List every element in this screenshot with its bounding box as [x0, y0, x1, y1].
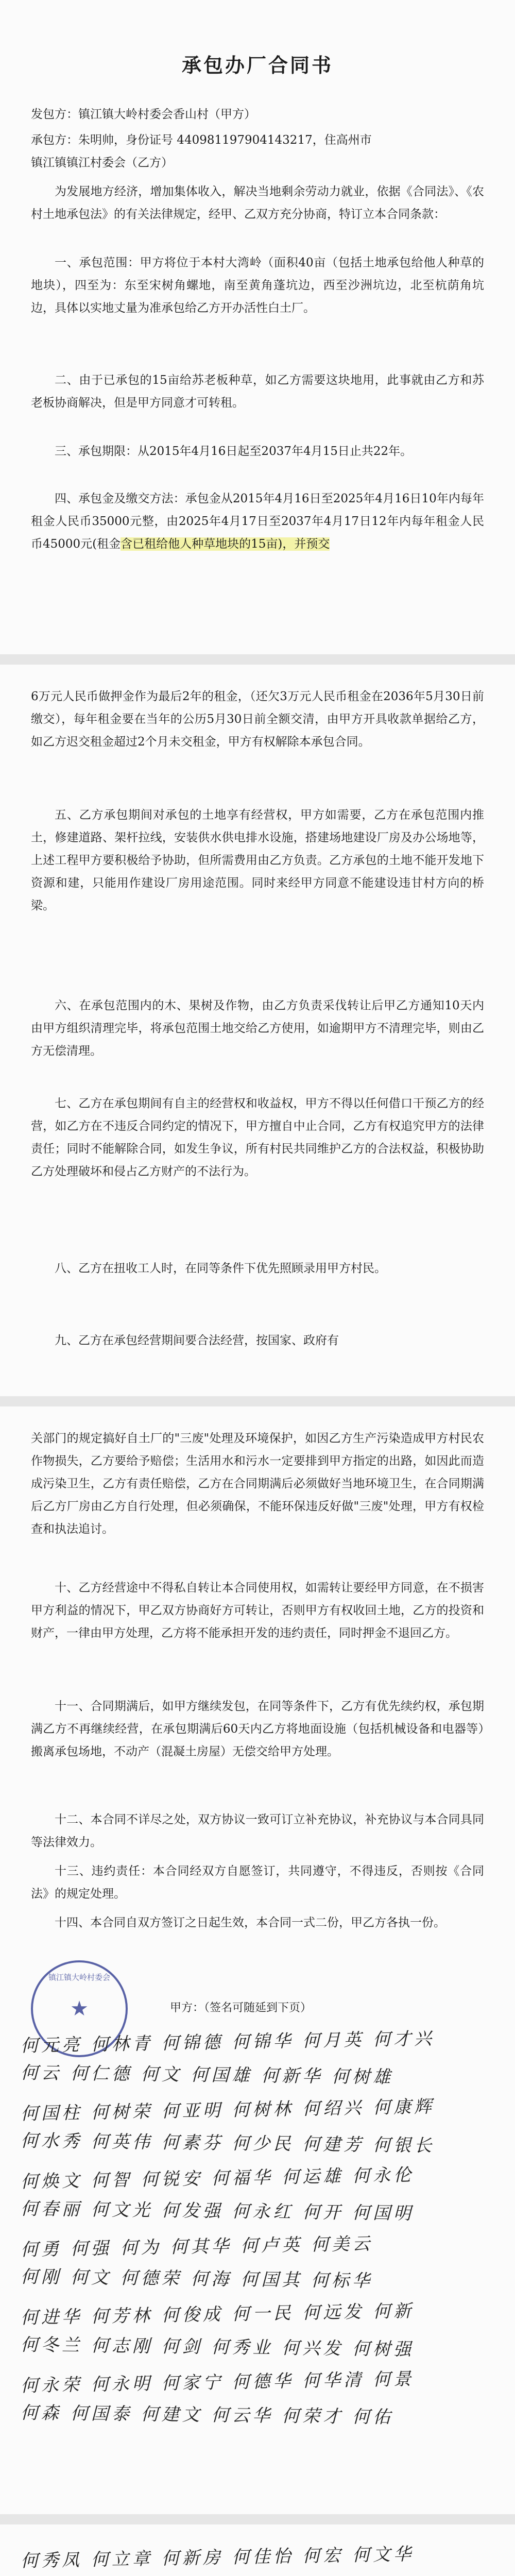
- signature-row: 何勇 何强 何为 何其华 何卢英 何美云: [20, 2233, 373, 2261]
- signature-row: 何永荣 何永明 何家宁 何德华 何华清 何景: [20, 2368, 415, 2397]
- contract-page-3: [0, 1406, 515, 2514]
- signature-row: 何春丽 何文光 何发强 何永红 何开 何国明: [20, 2198, 415, 2224]
- signature-list-bottom: [21, 2540, 500, 2576]
- signature-row: 何刚 何文 何德荣 何海 何国其 何标华: [20, 2266, 373, 2292]
- party-b-line-1: 承包方：朱明帅，身份证号 440981197904143217，住高州市: [31, 133, 372, 147]
- clause-6: 六、在承包范围内的木、果树及作物，由乙方负责采伐转让后甲乙方通知10天内由甲方组织清理完毕，将承包范围土地交给乙方使用，如逾期甲方不清理完毕，则由乙方无偿清理。: [31, 999, 484, 1058]
- clause-9-continued: 关部门的规定搞好自土厂的"三废"处理及环境保护，如因乙方生产污染造成甲方村民农作物损失，乙方要给予赔偿；生活用水和污水一定要排到甲方指定的出路，如因此而造成污染卫生，乙方有责任赔偿，乙方在合同期满后必须做好当地环境卫生，在合同期满后乙方厂房由乙方自行处理，但必须确保，不能环保违反好做"三废"处理，甲方有权检查和执法追讨。: [31, 1432, 484, 1536]
- clause-2: 二、由于已承包的15亩给苏老板种草，如乙方需要这块地用，此事就由乙方和苏老板协商解决，但是甲方同意才可转租。: [31, 374, 484, 410]
- signature-row: 何云 何仁德 何文 何国雄 何新华 何树雄: [20, 2062, 394, 2088]
- clause-10: 十、乙方经营途中不得私自转让本合同使用权，如需转让要经甲方同意，在不损害甲方利益的情况下，甲乙双方协商好方可转让，否则甲方有权收回土地，乙方的投资和财产，一律由甲方处理，乙方将不能承担开发的违约责任，同时押金不退回乙方。: [31, 1581, 484, 1640]
- contract-page-2: [0, 665, 515, 1396]
- clause-7: 七、乙方在承包期间有自主的经营权和收益权，甲方不得以任何借口干预乙方的经营，如乙方在不违反合同约定的情况下，甲方擅自中止合同，乙方有权追究甲方的法律责任；同时不能解除合同，如发生争议，所有村民共同维护乙方的合法权益，积极协助乙方处理破坏和侵占乙方财产的不法行为。: [31, 1097, 484, 1178]
- clause-4-text: 四、承包金及缴交方法：承包金从2015年4月16日至2025年4月16日10年内每年租金人民币35000元整，由2025年4月17日至2037年4月17日12年内每年租金人民币45000元(租金: [31, 492, 484, 551]
- page-gap: [0, 2514, 515, 2524]
- seal-star: ★: [70, 1997, 89, 2021]
- clause-3: 三、承包期限：从2015年4月16日起至2037年4月15日止共22年。: [55, 445, 413, 458]
- party-b-line-2: 镇江镇镇江村委会（乙方）: [31, 156, 173, 170]
- contract-page-1: [0, 0, 515, 654]
- clause-4-start: [31, 487, 484, 555]
- signature-row: 何国柱 何树荣 何亚明 何树林 何绍兴 何康辉: [20, 2096, 435, 2125]
- party-a-line: 发包方：镇江镇大岭村委会香山村（甲方）: [31, 108, 256, 121]
- signature-row: 何森 何国泰 何建文 何云华 何荣才 何佑: [20, 2402, 394, 2428]
- clause-5: 五、乙方承包期间对承包的土地享有经营权，甲方如需要，乙方在承包范围内推土，修建道路、架杆拉线，安装供水供电排水设施，搭建场地建设厂房及办公场地等，上述工程甲方要积极给予协助，但所需费用由乙方负责。乙方承包的土地不能开发地下资源和建，只能用作建设厂房用途范围。同时来经甲方同意不能建设违甘村方向的桥梁。: [31, 808, 484, 912]
- page-gap: [0, 654, 515, 665]
- clause-11: 十一、合同期满后，如甲方继续发包，在同等条件下，乙方有优先续约权，承包期满乙方不再继续经营，在承包期满后60天内乙方将地面设施（包括机械设备和电器等）搬离承包场地，不动产（混凝土房屋）无偿交给甲方处理。: [31, 1700, 484, 1758]
- signature-row: 何元亮 何林青 何锦德 何锦华 何月英 何才兴: [20, 2028, 435, 2057]
- signature-row: 何冬兰 何志刚 何剑 何秀业 何兴发 何树强: [20, 2334, 415, 2360]
- clause-8: 八、乙方在扭收工人时，在同等条件下优先照顾录用甲方村民。: [55, 1262, 386, 1275]
- contract-title: 承包办厂合同书: [181, 54, 333, 77]
- signature-row: 何秀凤 何立章 何新房 何佳怡 何宏 何文华: [20, 2544, 415, 2572]
- signature-row: 何焕文 何智 何锐安 何福华 何运雄 何永伦: [20, 2164, 415, 2193]
- page-gap: [0, 1396, 515, 1406]
- signature-row: 何进华 何芳林 何俊成 何一民 何远发 何新: [20, 2300, 415, 2329]
- clause-14: 十四、本合同自双方签订之日起生效，本合同一式二份，甲乙方各执一份。: [55, 1916, 445, 1929]
- intro-paragraph: 为发展地方经济，增加集体收入，解决当地剩余劳动力就业，依据《合同法》、《农村土地承包法》的有关法律规定，经甲、乙双方充分协商，特订立本合同条款：: [31, 185, 484, 221]
- clause-4-highlight: 含已租给他人种草地块的15亩)，并预交: [121, 537, 330, 551]
- clause-1: 一、承包范围：甲方将位于本村大湾岭（面积40亩（包括土地承包给他人种草的地块），四至为：东至宋树角螺地，南至黄角蓬坑边，西至沙洲坑边，北至杭荫角坑边，具体以实地丈量为准承包给乙方开办活性白土厂。: [31, 256, 484, 315]
- signature-row: 何水秀 何英伟 何素芬 何少民 何建芳 何银长: [20, 2130, 435, 2157]
- signature-list-top: [21, 2025, 500, 2433]
- clause-12: 十二、本合同不详尽之处，双方协议一致可订立补充协议，补充协议与本合同具同等法律效力。: [31, 1813, 484, 1849]
- seal-text: 镇江镇大岭村委会: [48, 1973, 110, 1982]
- clause-4-continued: 6万元人民币做押金作为最后2年的租金，（还欠3万元人民币租金在2036年5月30日前缴交），每年租金要在当年的公历5月30日前全额交清，由甲方开具收款单据给乙方，如乙方迟交租金超过2个月未交租金，甲方有权解除本承包合同。: [31, 690, 484, 749]
- clause-13: 十三、违约责任：本合同经双方自愿签订，共同遵守，不得违反，否则按《合同法》的规定处理。: [31, 1865, 484, 1901]
- party-a-sign-caption: 甲方：（签名可随延到下页）: [170, 2002, 312, 2014]
- clause-9-start: 九、乙方在承包经营期间要合法经营，按国家、政府有: [55, 1334, 339, 1347]
- contract-page-4: [0, 2524, 515, 2576]
